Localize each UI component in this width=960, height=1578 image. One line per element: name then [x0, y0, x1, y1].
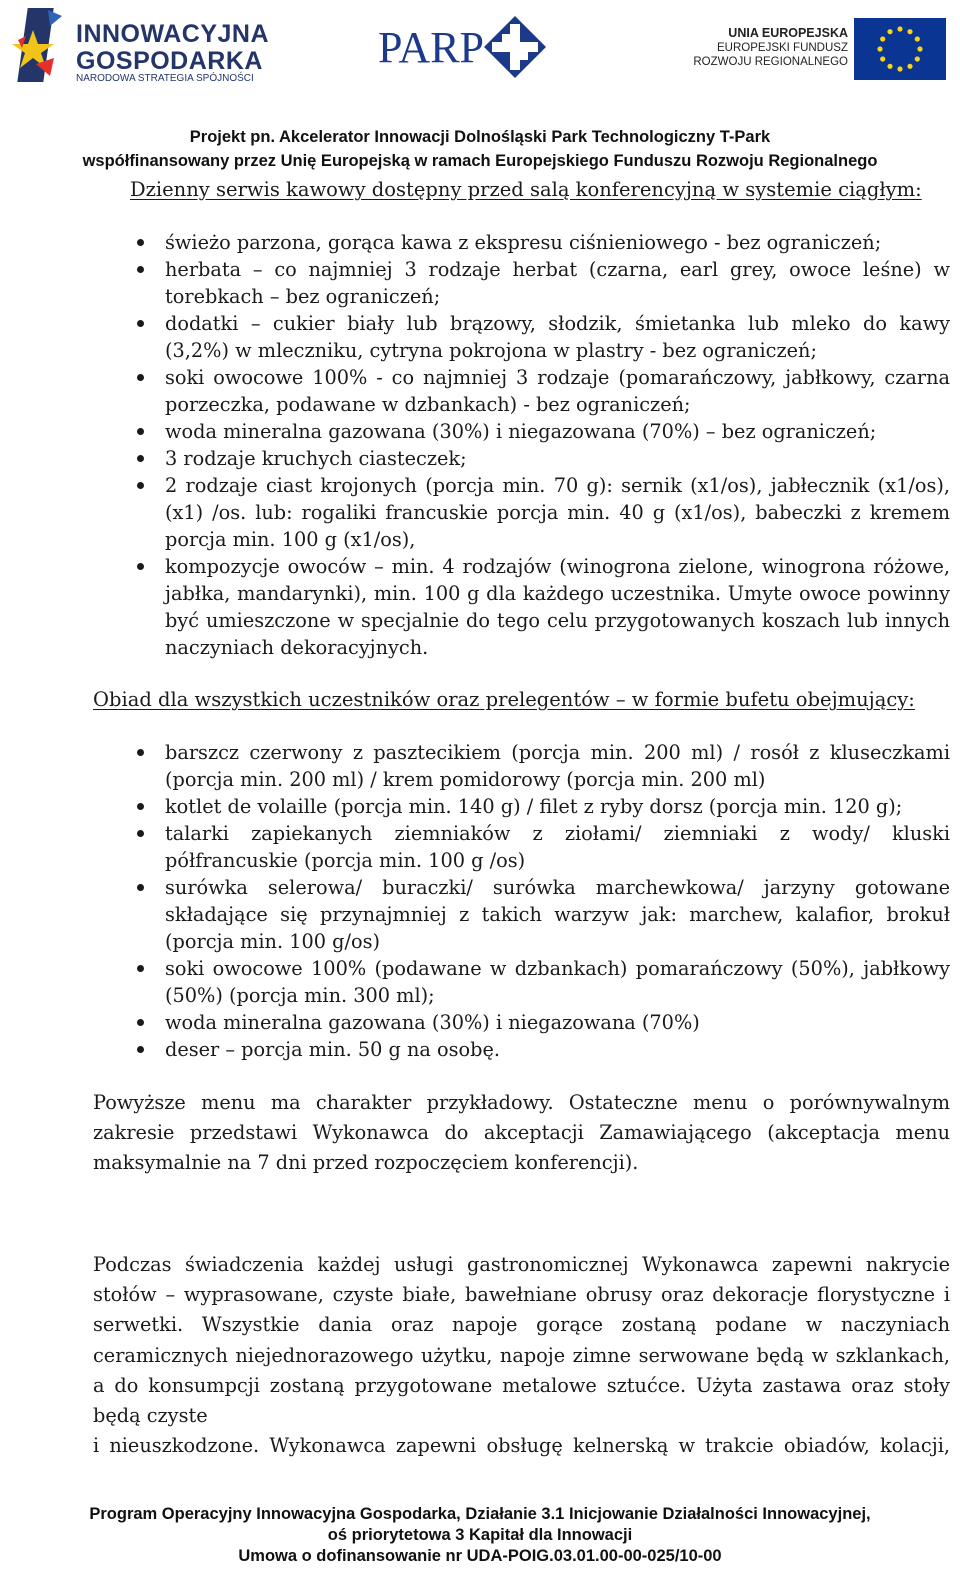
lunch-heading: Obiad dla wszystkich uczestników oraz prelegentów – w formie bufetu obejmujący:	[93, 688, 915, 711]
list-item: woda mineralna gazowana (30%) i niegazowana (70%)	[165, 1009, 950, 1036]
eu-logo-line2: EUROPEJSKI FUNDUSZ	[717, 42, 848, 54]
menu-note-paragraph: Powyższe menu ma charakter przykładowy. Ostateczne menu o porównywalnym zakresie przedstawi Wykonawca do akceptacji Zamawiającego (akceptacja menu maksymalnie na 7 dni przed rozpoczęciem konferencji).	[93, 1091, 950, 1175]
eu-logo-line3: ROZWOJU REGIONALNEGO	[693, 56, 848, 68]
parp-logo-text: PARP	[378, 23, 485, 72]
logo-text-line2: GOSPODARKA	[76, 47, 263, 75]
logo-text-line1: INNOWACYJNA	[76, 20, 270, 48]
innowacyjna-gospodarka-logo	[10, 6, 270, 86]
coffee-service-list	[0, 229, 950, 661]
list-item: dodatki – cukier biały lub brązowy, słodzik, śmietanka lub mleko do kawy (3,2%) w mleczniku, cytryna pokrojona w plastry - bez ograniczeń;	[165, 312, 950, 362]
parp-diamond-icon	[482, 14, 548, 80]
list-item: soki owocowe 100% (podawane w dzbankach) pomarańczowy (50%), jabłkowy (50%) (porcja min. 300 ml);	[165, 957, 950, 1007]
list-item: surówka selerowa/ buraczki/ surówka marchewkowa/ jarzyny gotowane składające się przynajmniej z takich warzyw jak: marchew, kalafior, brokuł (porcja min. 100 g/os)	[165, 876, 950, 953]
footer-program-line: Program Operacyjny Innowacyjna Gospodarka, Działanie 3.1 Inicjowanie Działalności Innowacyjnej,	[89, 1505, 871, 1523]
project-cofinancing-line: współfinansowany przez Unię Europejską w ramach Europejskiego Funduszu Rozwoju Regionalnego	[82, 152, 878, 170]
list-item: barszcz czerwony z pasztecikiem (porcja min. 200 ml) / rosół z kluseczkami (porcja min. 200 ml) / krem pomidorowy (porcja min. 200 ml)	[165, 741, 950, 791]
project-title: Projekt pn. Akcelerator Innowacji Dolnośląski Park Technologiczny T-Park	[189, 128, 771, 146]
innowacyjna-gospodarka-emblem-icon	[10, 6, 72, 86]
list-item: kotlet de volaille (porcja min. 140 g) / filet z ryby dorsz (porcja min. 120 g);	[165, 793, 950, 820]
list-item: herbata – co najmniej 3 rodzaje herbat (czarna, earl grey, owoce leśne) w torebkach – bez ograniczeń;	[165, 258, 950, 308]
list-item: świeżo parzona, gorąca kawa z ekspresu ciśnieniowego - bez ograniczeń;	[165, 229, 950, 256]
eu-flag-icon	[854, 18, 946, 80]
footer-agreement-line: Umowa o dofinansowanie nr UDA-POIG.03.01.00-00-025/10-00	[238, 1547, 722, 1565]
footer-priority-line: oś priorytetowa 3 Kapitał dla Innowacji	[327, 1526, 633, 1544]
paragraph-text: Podczas świadczenia każdej usługi gastronomicznej Wykonawca zapewni nakrycie stołów – wyprasowane, czyste białe, bawełniane obrusy oraz dekoracje florystyczne i serwetki. Wszystkie dania oraz napoje gorące zostaną podane w naczyniach ceramicznych niejednorazowego użytku, napoje zimne serwowane będą w szklankach, a do konsumpcji zostaną przygotowane metalowe sztućce. Użyta zastawa oraz stoły będą czyste	[93, 1253, 950, 1428]
paragraph-text-continued: i nieuszkodzone. Wykonawca zapewni obsługę kelnerską w trakcie obiadów, kolacji,	[93, 1434, 950, 1458]
list-item: deser – porcja min. 50 g na osobę.	[165, 1036, 950, 1063]
list-item: woda mineralna gazowana (30%) i niegazowana (70%) – bez ograniczeń;	[165, 418, 950, 445]
parp-logo	[378, 14, 548, 84]
list-item: soki owocowe 100% - co najmniej 3 rodzaje (pomarańczowy, jabłkowy, czarna porzeczka, podawane w dzbankach) - bez ograniczeń;	[165, 366, 950, 416]
list-item: 2 rodzaje ciast krojonych (porcja min. 70 g): sernik (x1/os), jabłecznik (x1/os), (x1) /os. lub: rogaliki francuskie porcja min. 40 g (x1/os), babeczki z kremem porcja min. 100 g (x1/os),	[165, 474, 950, 551]
eu-logo	[695, 14, 950, 90]
coffee-service-heading: Dzienny serwis kawowy dostępny przed salą konferencyjną w systemie ciągłym:	[130, 178, 922, 201]
list-item: talarki zapiekanych ziemniaków z ziołami/ ziemniaki z wody/ kluski półfrancuskie (porcja min. 100 g /os)	[165, 822, 950, 872]
lunch-menu-list	[0, 739, 950, 1063]
list-item: kompozycje owoców – min. 4 rodzajów (winogrona zielone, winogrona różowe, jabłka, mandarynki), min. 100 g dla każdego uczestnika. Umyte owoce powinny być umieszczone w specjalnie do tego celu przygotowanych koszach lub innych naczyniach dekoracyjnych.	[165, 555, 950, 659]
eu-logo-line1: UNIA EUROPEJSKA	[728, 26, 848, 40]
catering-requirements-paragraph	[93, 1250, 950, 1461]
logo-text-line3: NARODOWA STRATEGIA SPÓJNOŚCI	[76, 73, 254, 84]
list-item: 3 rodzaje kruchych ciasteczek;	[165, 445, 950, 472]
